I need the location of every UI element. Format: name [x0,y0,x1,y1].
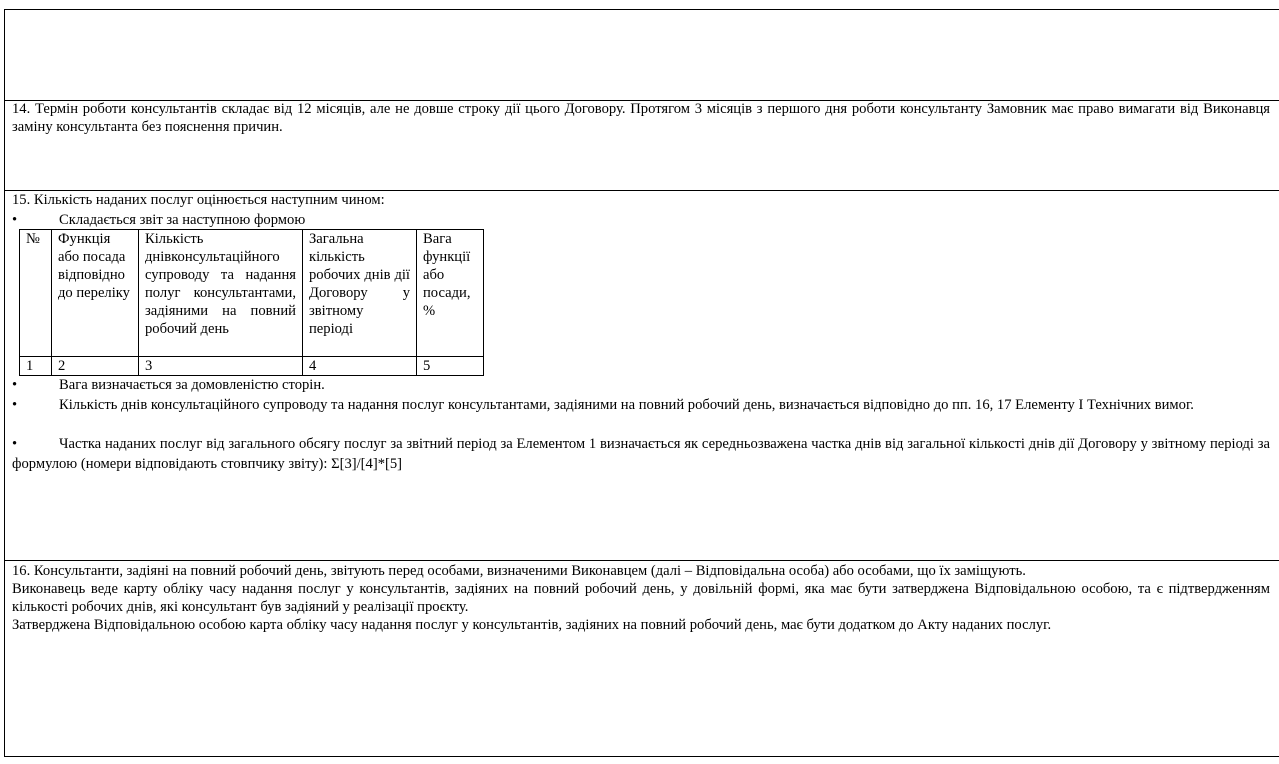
bullet-text: Частка наданих послуг від загального обсягу послуг за звітний період за Елементом 1 визначається як середньозважена частка днів від загальної кількості днів дії Договору у звітному періоді за формулою (номери відповідають стовпчику звіту): Σ[3]/[4]*[5] [12,436,1270,472]
section-15-bullet-4 [12,434,1270,474]
table-number-cell: 5 [417,357,484,376]
table-header-cell: Кількість днівконсультаційного супроводу та надання полуг консультантами, задіяними на повний робочий день [139,230,303,357]
table-header-cell: Вага функції або посади, % [417,230,484,357]
table-header-cell: Функція або посада відповідно до переліку [52,230,139,357]
section-15-bullet-3 [12,396,1270,414]
section-16-paragraph-1: 16. Консультанти, задіяні на повний робочий день, звітують перед особами, визначеними Виконавцем (далі – Відповідальна особа) або особами, що їх заміщують. [12,563,1026,579]
bullet-icon: • [12,212,18,228]
bullet-text: Кількість днів консультаційного супроводу та надання послуг консультантами, задіяними на повний робочий день, визначається відповідно до пп. 16, 17 Елементу І Технічних вимог. [59,397,1194,413]
section-15-bullet-1 [12,211,1270,229]
section-15-heading: 15. Кількість наданих послуг оцінюється наступним чином: [12,192,385,208]
table-number-cell: 2 [52,357,139,376]
table-number-row [20,357,484,376]
bullet-text: Вага визначається за домовленістю сторін. [59,377,325,393]
table-header-cell: Загальна кількість робочих днів дії Договору у звітному періоді [303,230,417,357]
table-number-cell: 4 [303,357,417,376]
section-16-paragraph-3: Затверджена Відповідальною особою карта обліку часу надання послуг у консультантів, задіяних на повний робочий день, має бути додатком до Акту наданих послуг. [12,617,1052,633]
table-number-cell: 1 [20,357,52,376]
section-15-bullet-2 [12,376,1270,394]
row-divider [4,560,1279,561]
report-form-table [19,229,484,376]
section-16-paragraph-2: Виконавець веде карту обліку часу надання послуг у консультантів, задіяних на повний робочий день, у довільній формі, яка має бути затверджена Відповідальною особою, та є підтвердженням кількості робочих днів, які консультант був задіяний у реалізації проєкту. [12,581,1270,615]
bullet-icon: • [12,397,18,413]
table-number-cell: 3 [139,357,303,376]
bullet-icon: • [12,436,18,452]
table-header-row [20,230,484,357]
table-header-cell: № [20,230,52,357]
section-14-text: 14. Термін роботи консультантів складає від 12 місяців, але не довше строку дії цього Договору. Протягом 3 місяців з першого дня роботи консультанту Замовник має право вимагати від Виконавця заміну консультанта без пояснення причин. [12,101,1270,135]
bullet-text: Складається звіт за наступною формою [59,212,306,228]
bullet-icon: • [12,377,18,393]
